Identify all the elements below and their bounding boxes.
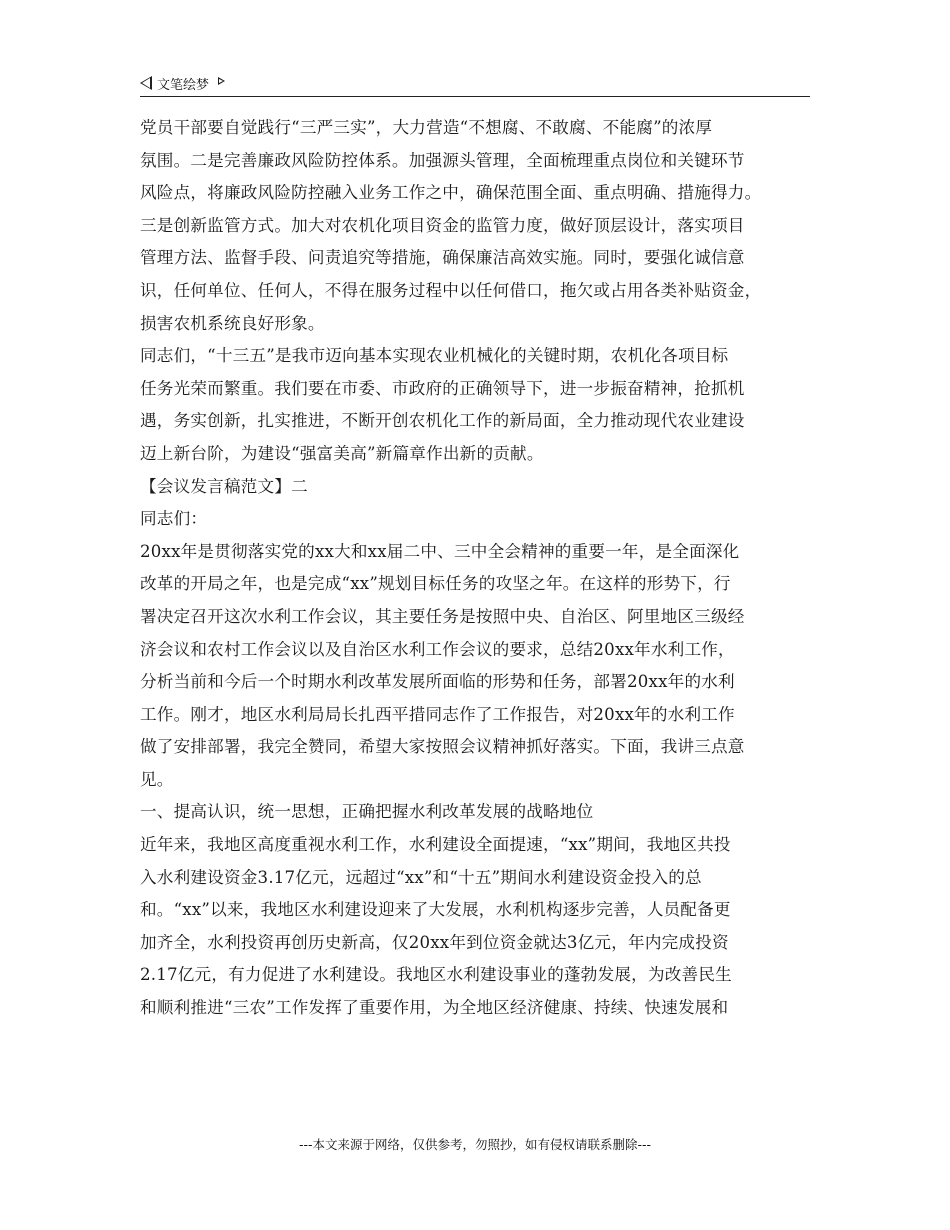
triangle-right-icon [218,77,225,85]
text-line: 入水利建设资金3.17亿元，远超过“xx”和“十五”期间水利建设资金投入的总 [140,867,702,887]
text-line: 损害农机系统良好形象。 [140,313,325,333]
page-header [140,72,810,97]
text-line: 做了安排部署，我完全赞同，希望大家按照会议精神抓好落实。下面，我讲三点意 [140,737,745,757]
brand [140,72,225,94]
text-line: 20xx年是贯彻落实党的xx大和xx届二中、三中全会精神的重要一年，是全面深化 [140,541,740,561]
text-line: 见。 [140,769,174,789]
text-line: 近年来，我地区高度重视水利工作，水利建设全面提速，“xx”期间，我地区共投 [140,835,731,855]
triangle-left-icon [140,76,152,90]
text-line: 风险点，将廉政风险防控融入业务工作之中，确保范围全面、重点明确、措施得力。 [140,183,762,203]
text-line: 氛围。二是完善廉政风险防控体系。加强源头管理，全面梳理重点岗位和关键环节 [140,150,745,170]
text-line: 分析当前和今后一个时期水利改革发展所面临的形势和任务，部署20xx年的水利 [140,672,735,692]
text-line: 管理方法、监督手段、问责追究等措施，确保廉洁高效实施。同时，要强化诚信意 [140,248,745,268]
text-line: 遇，务实创新，扎实推进，不断开创农机化工作的新局面，全力推动现代农业建设 [140,411,745,431]
salutation: 同志们： [140,509,208,529]
text-line: 任务光荣而繁重。我们要在市委、市政府的正确领导下，进一步振奋精神，抢抓机 [140,378,745,398]
text-line: 同志们，“十三五”是我市迈向基本实现农业机械化的关键时期，农机化各项目标 [140,346,729,366]
brand-name: 文笔绘梦 [157,77,210,93]
section-heading: 【会议发言稿范文】二 [140,476,308,496]
text-line: 改革的开局之年，也是完成“xx”规划目标任务的攻坚之年。在这样的形势下，行 [140,574,731,594]
text-line: 济会议和农村工作会议以及自治区水利工作会议的要求，总结20xx年水利工作， [140,639,735,659]
text-line: 署决定召开这次水利工作会议，其主要任务是按照中央、自治区、阿里地区三级经 [140,606,745,626]
text-line: 迈上新台阶，为建设“强富美高”新篇章作出新的贡献。 [140,443,544,463]
subsection-heading: 一、提高认识，统一思想，正确把握水利改革发展的战略地位 [140,802,594,822]
text-line: 和顺利推进“三农”工作发挥了重要作用，为全地区经济健康、持续、快速发展和 [140,998,729,1018]
text-line: 和。“xx”以来，我地区水利建设迎来了大发展，水利机构逐步完善，人员配备更 [140,900,731,920]
text-line: 党员干部要自觉践行“三严三实”，大力营造“不想腐、不敢腐、不能腐”的浓厚 [140,118,713,137]
text-line: 2.17亿元，有力促进了水利建设。我地区水利建设事业的蓬勃发展，为改善民生 [140,965,732,985]
text-line: 识，任何单位、任何人，不得在服务过程中以任何借口，拖欠或占用各类补贴资金， [140,280,762,300]
document-body [140,112,820,1025]
text-line: 加齐全，水利投资再创历史新高，仅20xx年到位资金就达3亿元，年内完成投资 [140,932,729,952]
text-line: 工作。刚才，地区水利局局长扎西平措同志作了工作报告，对20xx年的水利工作 [140,704,735,724]
text-line: 三是创新监管方式。加大对农机化项目资金的监管力度，做好顶层设计，落实项目 [140,215,745,235]
footer-disclaimer: ---本文来源于网络，仅供参考，勿照抄，如有侵权请联系删除--- [298,1137,652,1152]
